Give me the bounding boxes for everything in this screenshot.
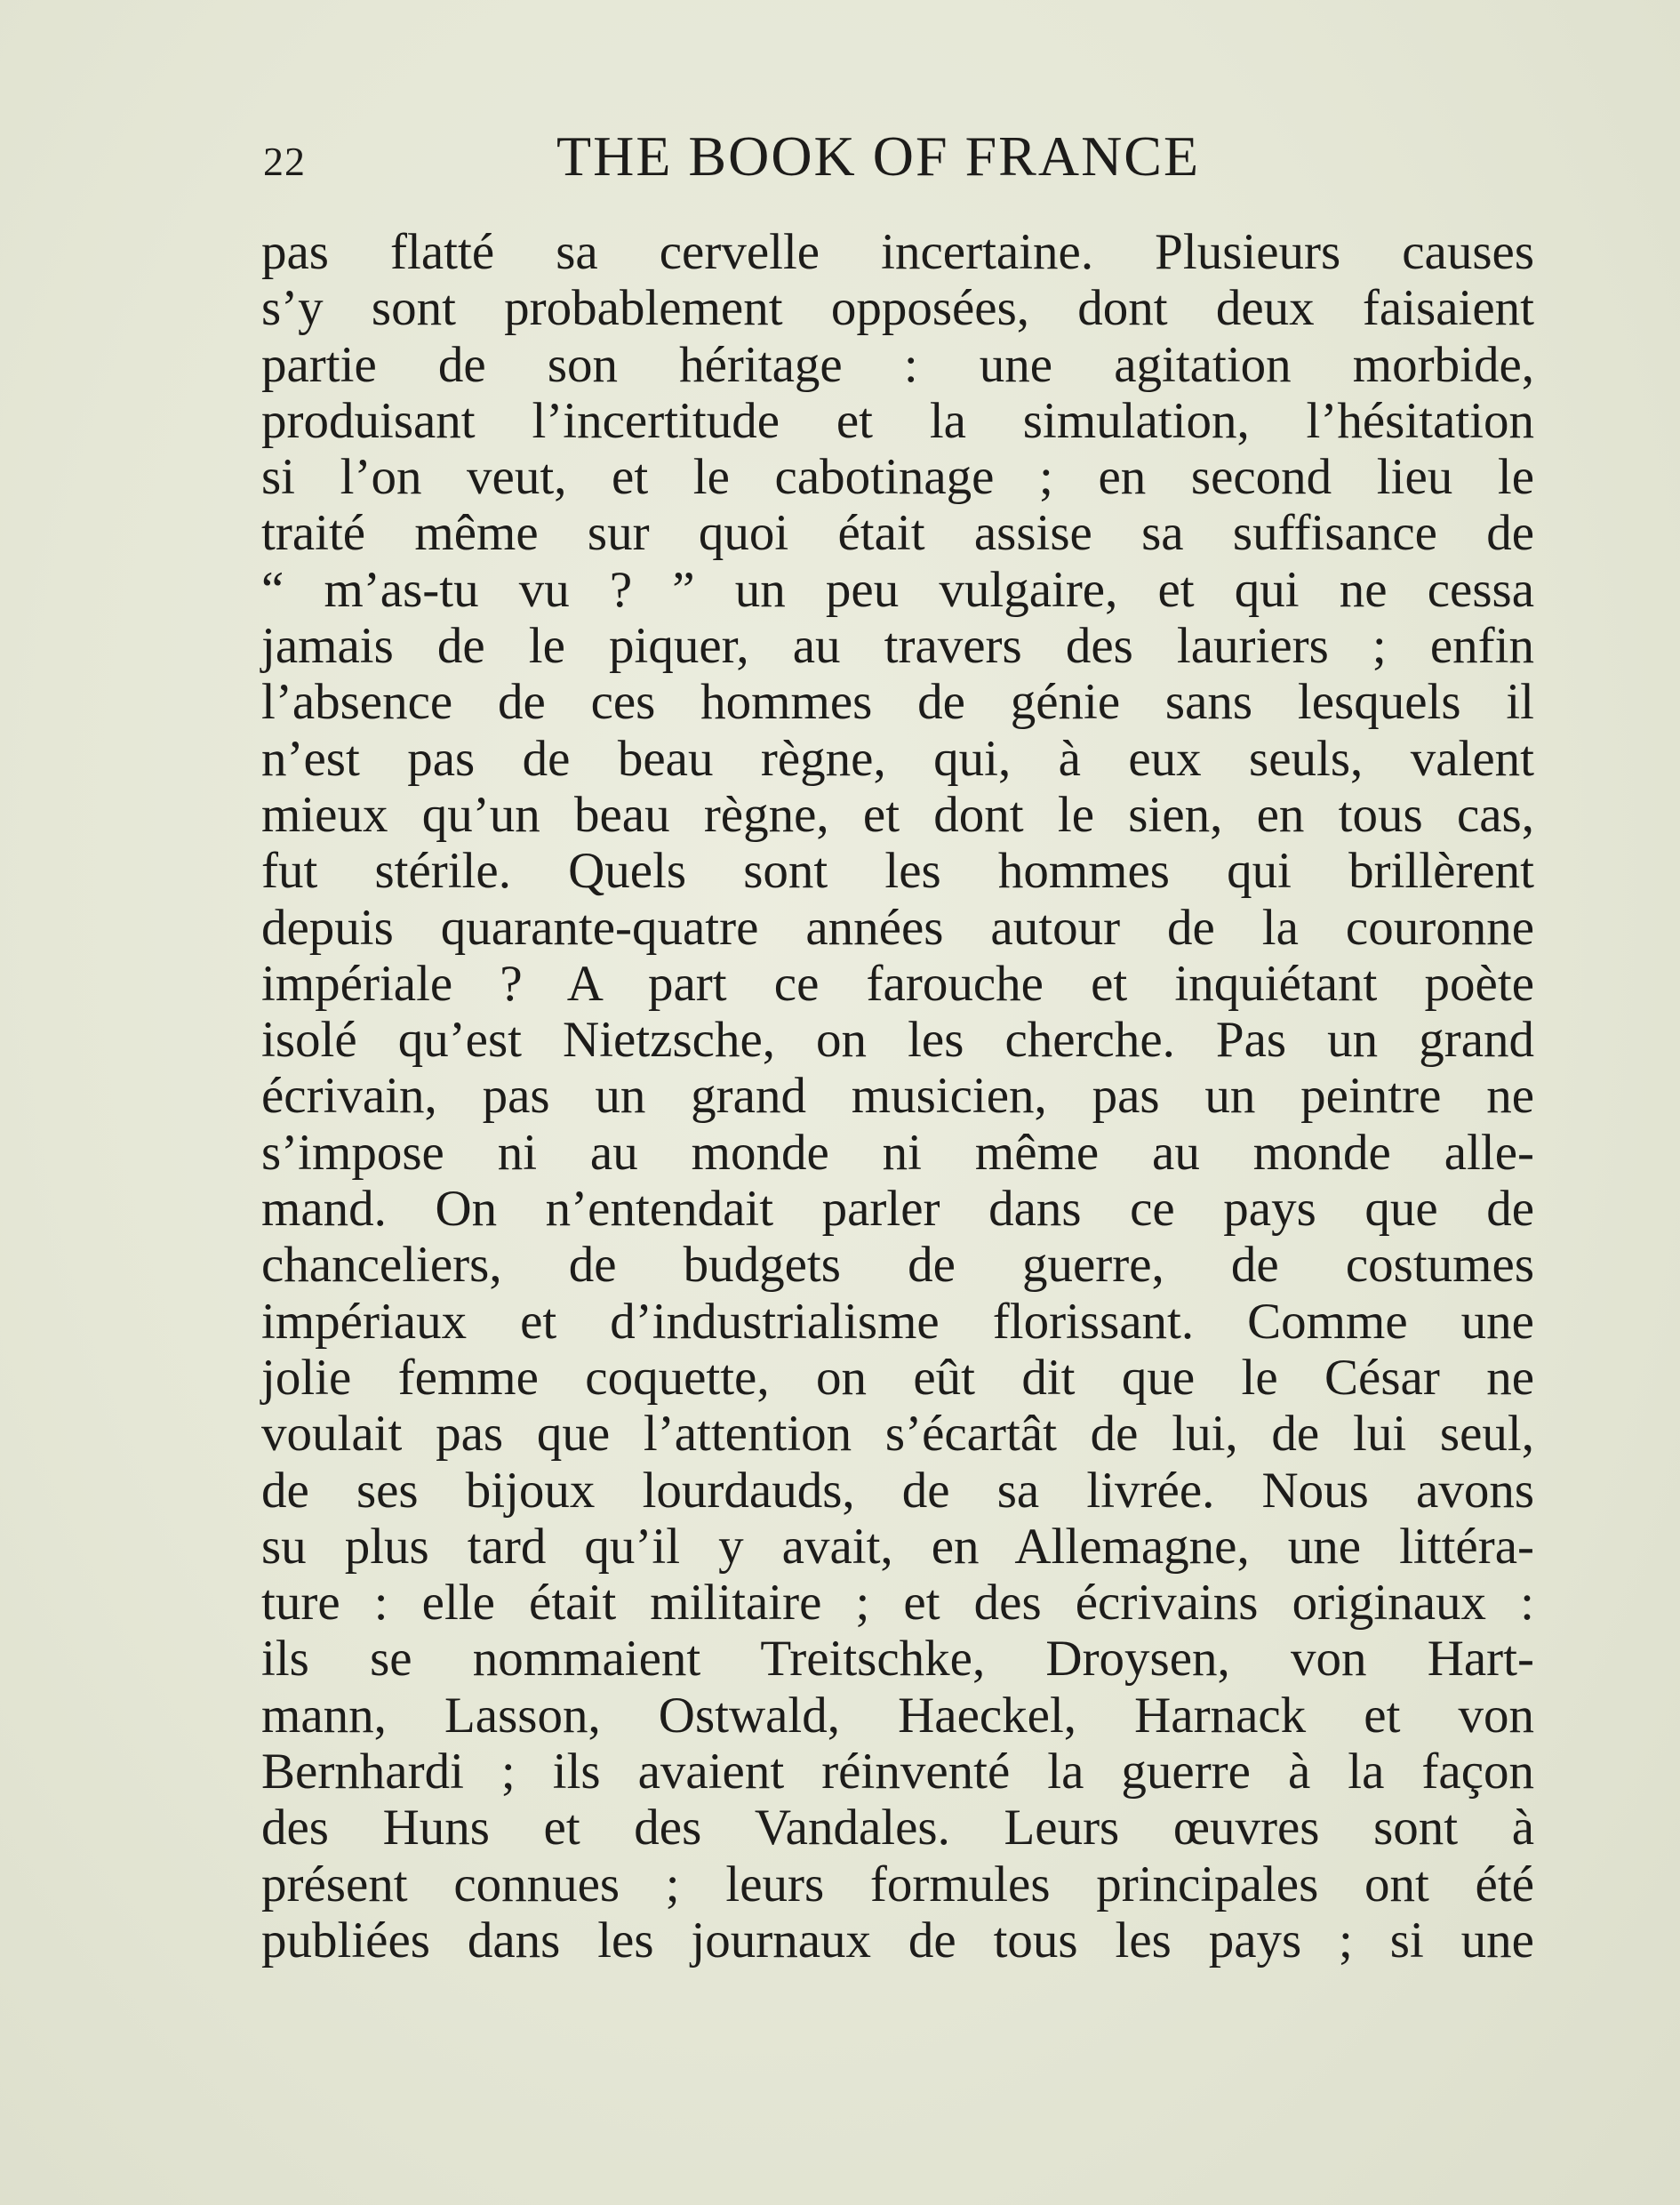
text-line: mann, Lasson, Ostwald, Haeckel, Harnack et von (261, 1687, 1534, 1744)
text-line: impériale ? A part ce farouche et inquiétant poète (261, 955, 1534, 1012)
text-line: n’est pas de beau règne, qui, à eux seuls, valent (261, 730, 1534, 787)
text-line: mand. On n’entendait parler dans ce pays que de (261, 1181, 1534, 1238)
text-line: publiées dans les journaux de tous les pays ; si une (261, 1912, 1534, 1968)
text-line: de ses bijoux lourdauds, de sa livrée. Nous avons (261, 1462, 1534, 1519)
text-line: jolie femme coquette, on eût dit que le César ne (261, 1349, 1534, 1406)
text-line: pas flatté sa cervelle incertaine. Plusieurs causes (261, 224, 1534, 280)
body-text (261, 224, 1534, 1968)
text-line: produisant l’incertitude et la simulation, l’hésitation (261, 392, 1534, 449)
text-line: depuis quarante-quatre années autour de la couronne (261, 899, 1534, 956)
text-line: mieux qu’un beau règne, et dont le sien, en tous cas, (261, 786, 1534, 843)
text-line: présent connues ; leurs formules principales ont été (261, 1856, 1534, 1912)
text-line: voulait pas que l’attention s’écartât de lui, de lui seul, (261, 1406, 1534, 1463)
text-line: partie de son héritage : une agitation morbide, (261, 336, 1534, 393)
text-line: jamais de le piquer, au travers des lauriers ; enfin (261, 618, 1534, 675)
text-line: fut stérile. Quels sont les hommes qui brillèrent (261, 843, 1534, 900)
text-line: l’absence de ces hommes de génie sans lesquels il (261, 674, 1534, 731)
text-line: traité même sur quoi était assise sa suffisance de (261, 505, 1534, 562)
text-line: des Huns et des Vandales. Leurs œuvres sont à (261, 1800, 1534, 1856)
text-line: Bernhardi ; ils avaient réinventé la guerre à la façon (261, 1744, 1534, 1800)
text-line: s’impose ni au monde ni même au monde alle- (261, 1124, 1534, 1181)
text-line: écrivain, pas un grand musicien, pas un peintre ne (261, 1068, 1534, 1125)
text-line: impériaux et d’industrialisme florissant. Comme une (261, 1293, 1534, 1350)
text-line: chanceliers, de budgets de guerre, de costumes (261, 1237, 1534, 1294)
text-line: “ m’as-tu vu ? ” un peu vulgaire, et qui ne cessa (261, 561, 1534, 618)
text-line: ture : elle était militaire ; et des écrivains originaux : (261, 1575, 1534, 1632)
text-line: isolé qu’est Nietzsche, on les cherche. Pas un grand (261, 1012, 1534, 1069)
text-line: si l’on veut, et le cabotinage ; en second lieu le (261, 449, 1534, 506)
text-line: ils se nommaient Treitschke, Droysen, von Hart- (261, 1631, 1534, 1688)
running-head (263, 123, 1252, 194)
page-number: 22 (263, 139, 306, 184)
text-line: s’y sont probablement opposées, dont deux faisaient (261, 280, 1534, 337)
book-title: THE BOOK OF FRANCE (556, 124, 1201, 188)
text-line: su plus tard qu’il y avait, en Allemagne, une littéra- (261, 1518, 1534, 1575)
